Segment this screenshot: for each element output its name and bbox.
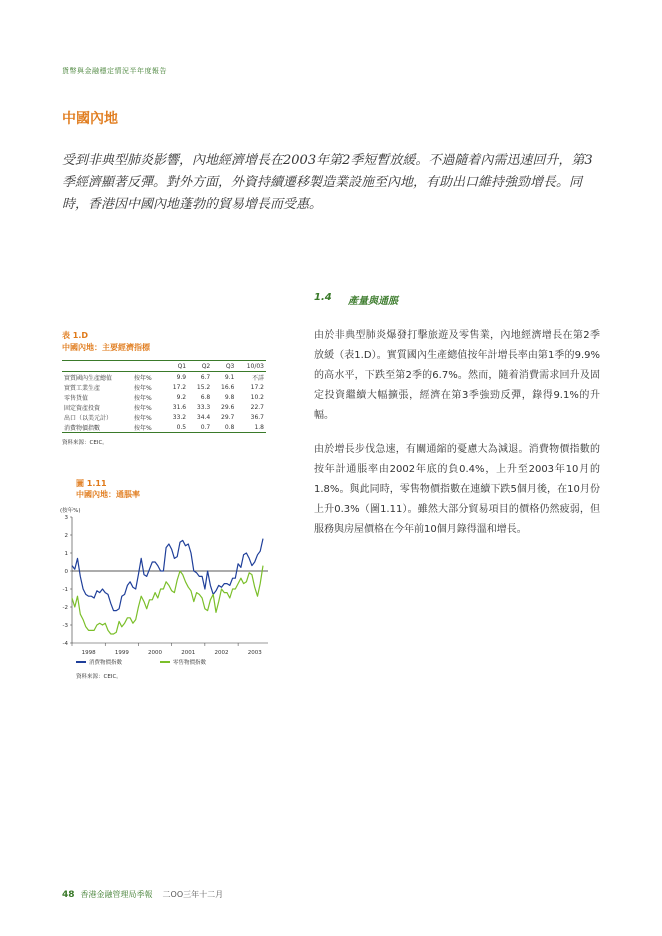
cell: 33.2	[172, 413, 187, 421]
y-tick-label: 3	[64, 515, 68, 521]
figure-title: 中國內地：通脹率	[76, 490, 140, 499]
legend-label: 消費物價指數	[89, 660, 123, 666]
cell: 按年%	[134, 374, 152, 382]
y-tick-label: 2	[64, 533, 68, 539]
cell: 固定資產投資	[64, 404, 101, 412]
economic-indicators-table	[62, 360, 266, 433]
cell: 6.8	[200, 393, 211, 401]
lead-paragraph: 受到非典型肺炎影響，內地經濟增長在2003年第2季短暫放緩。不過隨着內需迅速回升，第3季經濟顯著反彈。對外方面，外資持續遷移製造業設施至內地，有助出口維持強勁增長。同時，香港因中國內地蓬勃的貿易增長而受惠。	[62, 153, 593, 212]
table-title: 中國內地：主要經濟指標	[62, 343, 150, 352]
cell: 消費物價指數	[62, 422, 132, 433]
table-row	[62, 412, 266, 422]
y-tick-label: 1	[64, 551, 68, 557]
x-tick-label: 2000	[148, 650, 163, 656]
cell: 10.2	[250, 393, 264, 401]
publication-date: 二ОО三年十二月	[162, 890, 224, 899]
table-id: 表 1.D	[62, 331, 89, 340]
cell: 實質國內生產總值	[64, 374, 113, 382]
series-line-rpi	[72, 566, 263, 634]
cell: 15.2	[196, 383, 211, 391]
table-header-row	[62, 361, 266, 372]
table-row	[62, 392, 266, 402]
body-paragraph-1: 由於非典型肺炎爆發打擊旅遊及零售業，內地經濟增長在第2季放緩（表1.D）。實質國內生產總值按年計增長率由第1季的9.9%的高水平，下跌至第2季的6.7%。然而，隨着消費需求回升及固定投資繼續大幅擴張，經濟在第3季強勁反彈，錄得9.1%的升幅。	[314, 330, 600, 421]
col-header: Q3	[212, 361, 236, 372]
figure-source: 資料來源：CEIC。	[76, 674, 122, 680]
cell: 按年%	[134, 394, 152, 402]
cell: 0.8	[212, 422, 236, 433]
inflation-chart	[56, 505, 276, 671]
publication-name: 香港金融管理局季報	[80, 890, 153, 899]
cell: 按年%	[132, 422, 164, 433]
y-tick-label: -1	[62, 587, 68, 593]
cell: 按年%	[134, 404, 152, 412]
cell: 9.2	[176, 393, 187, 401]
x-tick-label: 2003	[247, 650, 262, 656]
y-tick-label: -3	[62, 623, 68, 629]
x-tick-label: 1999	[114, 650, 129, 656]
cell: 16.6	[221, 383, 235, 391]
cell: 出口（以美元計）	[64, 414, 113, 422]
legend-label: 零售物價指數	[173, 660, 207, 666]
y-axis-label: (按年%)	[60, 508, 81, 514]
y-tick-label: -2	[62, 605, 68, 611]
cell: 29.7	[221, 413, 235, 421]
cell: 29.6	[221, 403, 235, 411]
x-tick-label: 2002	[214, 650, 229, 656]
cell: 按年%	[134, 414, 152, 422]
body-paragraph-2: 由於增長步伐急速，有關通縮的憂慮大為減退。消費物價指數的按年計通脹率由2002年底的負0.4%，上升至2003年10月的1.8%。與此同時，零售物價指數在連續下跌5個月後，在10月份上升0.3%（圖1.11）。雖然大部分貿易項目的價格仍然疲弱，但服務與房屋價格在今年前10個月錄得溫和增長。	[314, 444, 600, 535]
cell: 6.7	[200, 373, 211, 381]
cell: 36.7	[250, 413, 264, 421]
cell: 實質工業生產	[64, 384, 101, 392]
col-header	[62, 361, 132, 372]
cell: 0.7	[188, 422, 212, 433]
cell: 34.4	[196, 413, 211, 421]
cell: 9.1	[224, 373, 235, 381]
page-number: 48	[62, 890, 75, 900]
col-header: Q2	[188, 361, 212, 372]
figure-id: 圖 1.11	[76, 479, 107, 488]
table-row	[62, 422, 266, 433]
subsection-title: 產量與通脹	[348, 296, 398, 307]
page-footer	[62, 889, 223, 900]
cell: 17.2	[172, 383, 187, 391]
col-header: Q1	[164, 361, 188, 372]
cell: 33.3	[196, 403, 211, 411]
cell: 1.8	[236, 422, 266, 433]
cell: 不詳	[251, 374, 264, 382]
cell: 9.9	[176, 373, 187, 381]
section-title: 中國內地	[62, 111, 118, 127]
cell: 按年%	[134, 384, 152, 392]
cell: 31.6	[172, 403, 187, 411]
y-tick-label: -4	[62, 641, 68, 647]
y-tick-label: 0	[64, 569, 68, 575]
col-header	[132, 361, 164, 372]
table-row	[62, 372, 266, 383]
cell: 9.8	[224, 393, 235, 401]
col-header: 10/03	[236, 361, 266, 372]
table-row	[62, 382, 266, 392]
x-tick-label: 2001	[181, 650, 196, 656]
table-source: 資料來源：CEIC。	[62, 440, 108, 446]
running-header: 貨幣與金融穩定情況半年度報告	[62, 67, 167, 75]
table-row	[62, 402, 266, 412]
cell: 0.5	[164, 422, 188, 433]
subsection-number: 1.4	[314, 292, 332, 303]
cell: 22.7	[250, 403, 264, 411]
x-tick-label: 1998	[81, 650, 96, 656]
series-line-cpi	[72, 539, 263, 611]
cell: 零售貨值	[64, 394, 89, 402]
cell: 17.2	[250, 383, 264, 391]
